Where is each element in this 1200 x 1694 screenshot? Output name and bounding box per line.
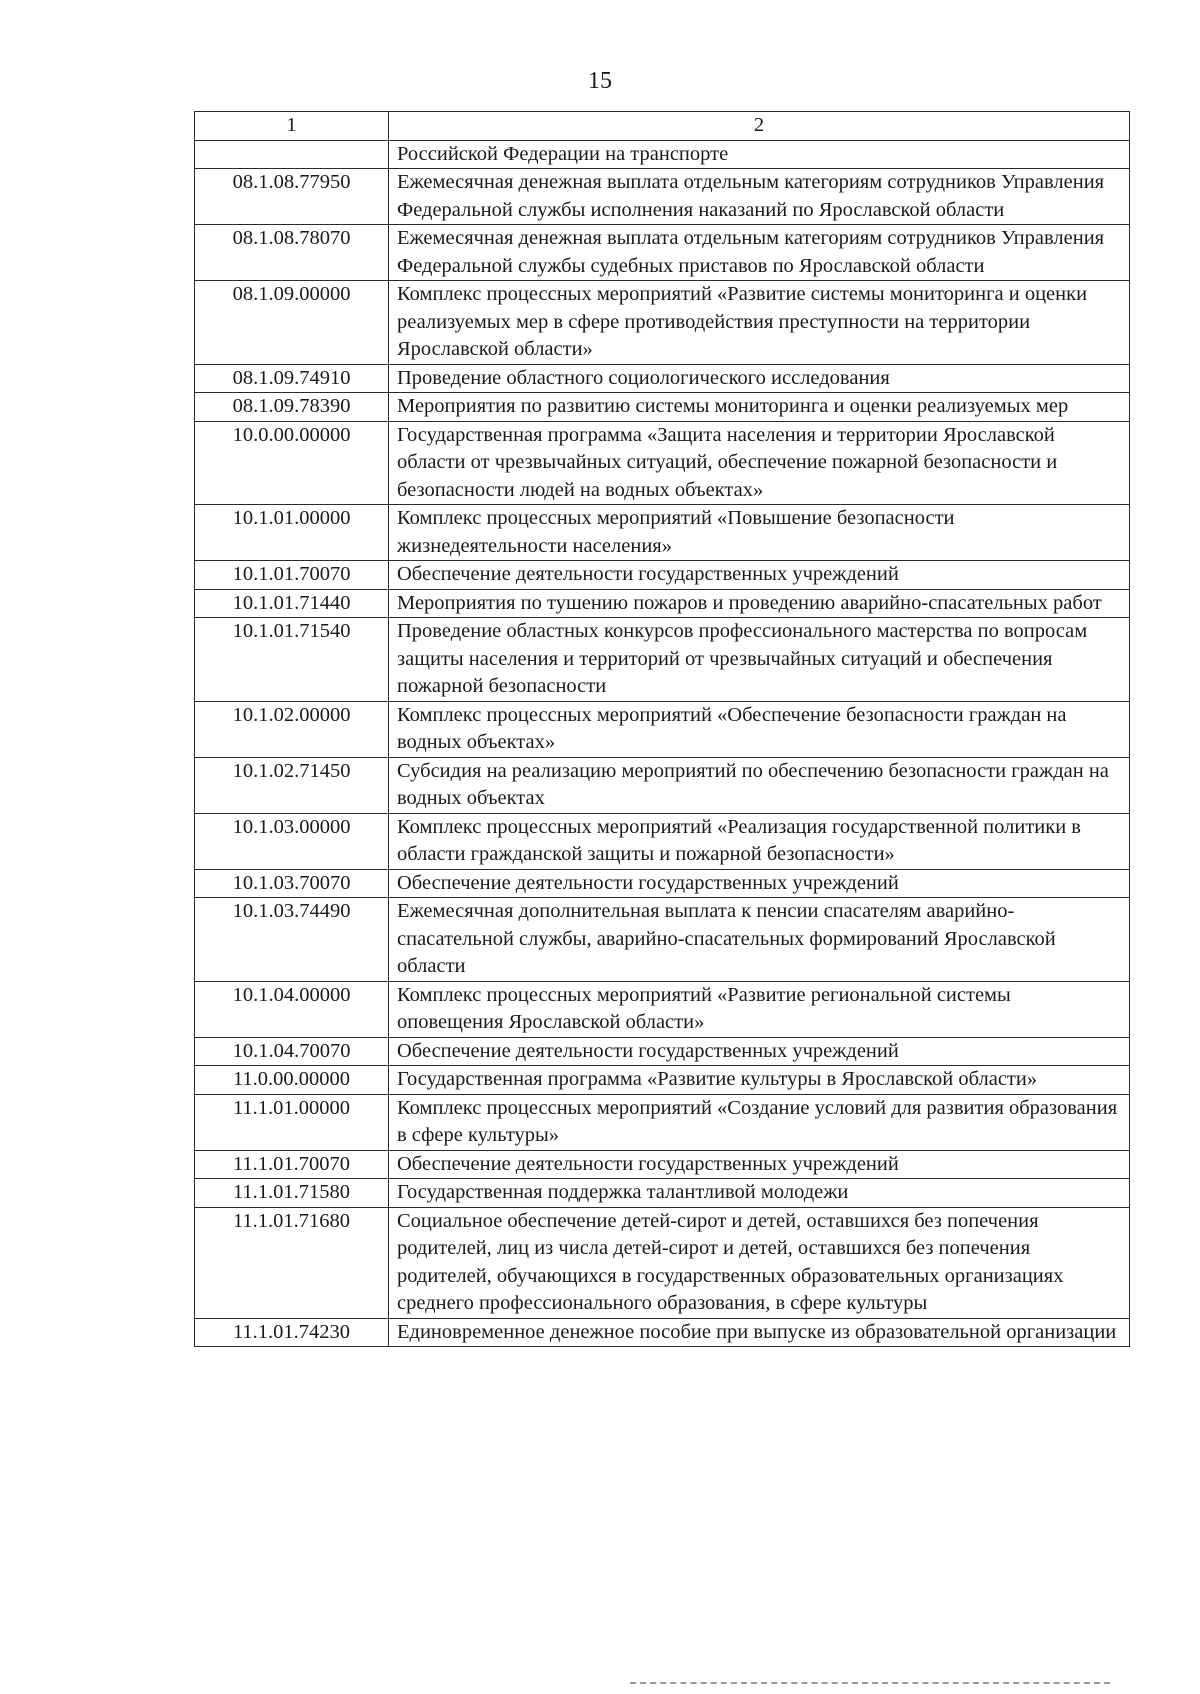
table-row bbox=[195, 618, 1130, 702]
row-code: 11.1.01.70070 bbox=[195, 1150, 389, 1179]
table-row bbox=[195, 1066, 1130, 1095]
row-code: 10.1.04.00000 bbox=[195, 981, 389, 1037]
row-name: Государственная программа «Защита населения и территории Ярославской области от чрезвычайных ситуаций, обеспечение пожарной безопасности и безопасности людей на водных объектах» bbox=[389, 421, 1130, 505]
row-name: Обеспечение деятельности государственных учреждений bbox=[389, 1037, 1130, 1066]
row-code: 11.0.00.00000 bbox=[195, 1066, 389, 1095]
row-code: 10.1.04.70070 bbox=[195, 1037, 389, 1066]
row-code: 10.1.03.74490 bbox=[195, 898, 389, 982]
table-row bbox=[195, 1150, 1130, 1179]
table-row bbox=[195, 1179, 1130, 1208]
row-name: Комплекс процессных мероприятий «Повышение безопасности жизнедеятельности населения» bbox=[389, 505, 1130, 561]
table-row bbox=[195, 364, 1130, 393]
row-code: 11.1.01.00000 bbox=[195, 1094, 389, 1150]
row-name: Мероприятия по развитию системы мониторинга и оценки реализуемых мер bbox=[389, 393, 1130, 422]
row-name: Ежемесячная денежная выплата отдельным категориям сотрудников Управления Федеральной службы исполнения наказаний по Ярославской области bbox=[389, 169, 1130, 225]
table-row bbox=[195, 589, 1130, 618]
row-name: Обеспечение деятельности государственных учреждений bbox=[389, 869, 1130, 898]
table-row bbox=[195, 869, 1130, 898]
table-row bbox=[195, 1094, 1130, 1150]
table-row bbox=[195, 169, 1130, 225]
row-code: 10.1.02.71450 bbox=[195, 757, 389, 813]
row-code: 10.1.03.00000 bbox=[195, 813, 389, 869]
row-name: Проведение областных конкурсов профессионального мастерства по вопросам защиты населения и территорий от чрезвычайных ситуаций и обеспечения пожарной безопасности bbox=[389, 618, 1130, 702]
row-name: Социальное обеспечение детей-сирот и детей, оставшихся без попечения родителей, лиц из числа детей-сирот и детей, оставшихся без попечения родителей, обучающихся в государственных образовательных организациях среднего профессионального образования, в сфере культуры bbox=[389, 1207, 1130, 1318]
row-name: Комплекс процессных мероприятий «Реализация государственной политики в области гражданской защиты и пожарной безопасности» bbox=[389, 813, 1130, 869]
table-row bbox=[195, 981, 1130, 1037]
row-name: Комплекс процессных мероприятий «Обеспечение безопасности граждан на водных объектах» bbox=[389, 701, 1130, 757]
row-code: 08.1.08.77950 bbox=[195, 169, 389, 225]
row-code: 10.1.01.00000 bbox=[195, 505, 389, 561]
row-code: 08.1.09.00000 bbox=[195, 281, 389, 365]
row-name: Ежемесячная денежная выплата отдельным категориям сотрудников Управления Федеральной службы судебных приставов по Ярославской области bbox=[389, 225, 1130, 281]
row-name: Проведение областного социологического исследования bbox=[389, 364, 1130, 393]
column-header-code: 1 bbox=[195, 112, 389, 141]
page-number: 15 bbox=[588, 68, 612, 94]
table-row bbox=[195, 505, 1130, 561]
table-row bbox=[195, 393, 1130, 422]
row-name: Мероприятия по тушению пожаров и проведению аварийно-спасательных работ bbox=[389, 589, 1130, 618]
row-code: 10.1.02.00000 bbox=[195, 701, 389, 757]
table-row bbox=[195, 421, 1130, 505]
row-code: 10.1.03.70070 bbox=[195, 869, 389, 898]
row-code: 10.1.01.71540 bbox=[195, 618, 389, 702]
table-row bbox=[195, 813, 1130, 869]
classification-table bbox=[194, 111, 1130, 1347]
row-name: Комплекс процессных мероприятий «Развитие региональной системы оповещения Ярославской области» bbox=[389, 981, 1130, 1037]
scan-artifact-line bbox=[630, 1682, 1110, 1687]
column-header-name: 2 bbox=[389, 112, 1130, 141]
header-row bbox=[195, 112, 1130, 141]
row-code: 10.1.01.70070 bbox=[195, 561, 389, 590]
row-code: 11.1.01.71580 bbox=[195, 1179, 389, 1208]
row-code: 11.1.01.71680 bbox=[195, 1207, 389, 1318]
row-name: Российской Федерации на транспорте bbox=[389, 140, 1130, 169]
table-row bbox=[195, 140, 1130, 169]
row-name: Государственная программа «Развитие культуры в Ярославской области» bbox=[389, 1066, 1130, 1095]
row-code bbox=[195, 140, 389, 169]
row-code: 08.1.08.78070 bbox=[195, 225, 389, 281]
table-row bbox=[195, 898, 1130, 982]
row-code: 10.0.00.00000 bbox=[195, 421, 389, 505]
table-row bbox=[195, 1318, 1130, 1347]
table-row bbox=[195, 1207, 1130, 1318]
table-row bbox=[195, 225, 1130, 281]
table-row bbox=[195, 1037, 1130, 1066]
table-row bbox=[195, 561, 1130, 590]
table-row bbox=[195, 701, 1130, 757]
row-name: Единовременное денежное пособие при выпуске из образовательной организации bbox=[389, 1318, 1130, 1347]
table-row bbox=[195, 757, 1130, 813]
row-code: 08.1.09.78390 bbox=[195, 393, 389, 422]
row-code: 10.1.01.71440 bbox=[195, 589, 389, 618]
row-code: 08.1.09.74910 bbox=[195, 364, 389, 393]
row-name: Субсидия на реализацию мероприятий по обеспечению безопасности граждан на водных объектах bbox=[389, 757, 1130, 813]
table-row bbox=[195, 281, 1130, 365]
table-header bbox=[195, 112, 1130, 141]
table-body bbox=[195, 140, 1130, 1347]
row-name: Государственная поддержка талантливой молодежи bbox=[389, 1179, 1130, 1208]
row-name: Ежемесячная дополнительная выплата к пенсии спасателям аварийно-спасательной службы, аварийно-спасательных формирований Ярославской области bbox=[389, 898, 1130, 982]
row-name: Обеспечение деятельности государственных учреждений bbox=[389, 1150, 1130, 1179]
row-name: Комплекс процессных мероприятий «Создание условий для развития образования в сфере культуры» bbox=[389, 1094, 1130, 1150]
row-name: Обеспечение деятельности государственных учреждений bbox=[389, 561, 1130, 590]
row-code: 11.1.01.74230 bbox=[195, 1318, 389, 1347]
row-name: Комплекс процессных мероприятий «Развитие системы мониторинга и оценки реализуемых мер в сфере противодействия преступности на территории Ярославской области» bbox=[389, 281, 1130, 365]
